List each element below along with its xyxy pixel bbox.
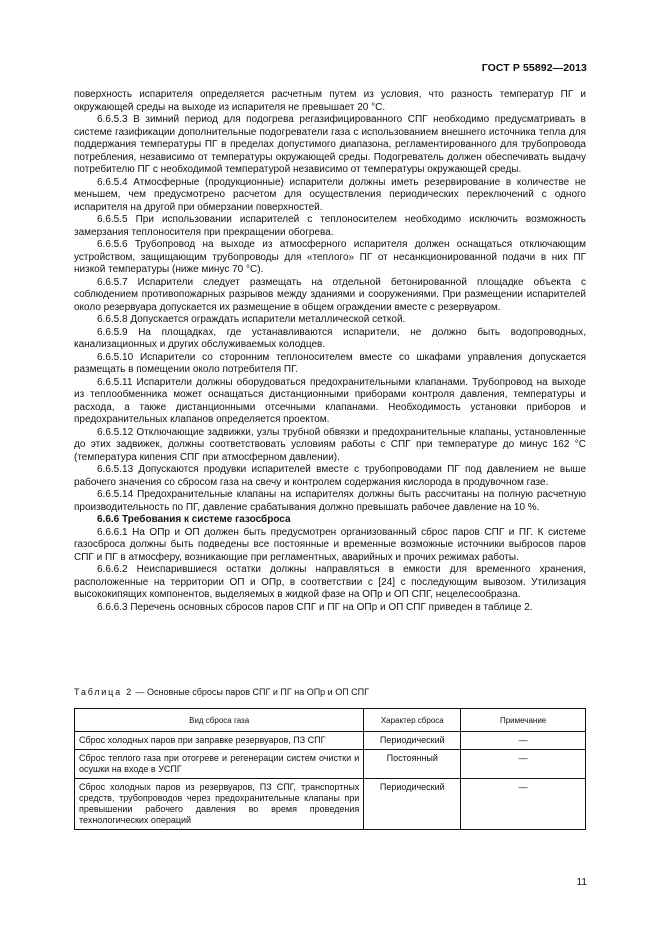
header-discharge-character: Характер сброса: [364, 709, 461, 732]
paragraph: 6.6.6.1 На ОПр и ОП должен быть предусмотрен организованный сброс паров СПГ и ПГ. К системе газосброса должны быть подведены все постоянные и временные возможные источники выбросов паров СПГ и ПГ в атмосферу, возникающие при регламентных, аварийных и прочих режимах работы.: [74, 526, 586, 563]
cell-discharge-character: Периодический: [364, 779, 461, 830]
table-caption-label: Таблица 2: [74, 687, 133, 697]
table-row: [75, 750, 586, 779]
cell-discharge-type: Сброс теплого газа при отогреве и регенерации систем очистки и осушки на входе в УСПГ: [75, 750, 364, 779]
paragraph: 6.6.5.11 Испарители должны оборудоваться предохранительными клапанами. Трубопровод на выходе из теплообменника может оснащаться дистанционными приборами контроля давления, температуры и расхода, а также дистанционными отсечными клапанами. Необходимость установки приборов и предохранительных клапанов определяется проектом.: [74, 376, 586, 425]
cell-discharge-character: Периодический: [364, 732, 461, 750]
body-text: [74, 89, 586, 614]
table-row: [75, 732, 586, 750]
paragraph: 6.6.5.4 Атмосферные (продукционные) испарители должны иметь резервирование в количестве не меньшем, чем предусмотрено расчетом для осуществления периодических переключений с одного испарителя на другой при обмерзании поверхностей.: [74, 176, 586, 213]
cell-note: —: [461, 750, 586, 779]
paragraph: 6.6.5.9 На площадках, где устанавливаются испарители, не должно быть водопроводных, канализационных и других обслуживаемых колодцев.: [74, 326, 586, 350]
paragraph: 6.6.5.3 В зимний период для подогрева регазифицированного СПГ необходимо предусматривать в системе газификации дополнительные подогреватели газа с использованием внешнего источника тепла для поддержания температуры ПГ в пределах допустимого диапазона, регламентированного для трубопровода потребления, независимо от температуры окружающей среды. Подогреватель должен обеспечивать выдачу потребителю ПГ с необходимой температурой независимо от температуры окружающей среды.: [74, 114, 586, 175]
table-header-row: [75, 709, 586, 732]
paragraph: 6.6.5.12 Отключающие задвижки, узлы трубной обвязки и предохранительные клапаны, установленные до этих задвижек, должны соответствовать условиям работы с СПГ при температуре до минус 162 °С (температура кипения СПГ при атмосферном давлении).: [74, 426, 586, 463]
cell-discharge-type: Сброс холодных паров из резервуаров, ПЗ СПГ, транспортных средств, трубопроводов через предохранительные клапаны при превышении рабочего давления во время проведения технологических операций: [75, 779, 364, 830]
table-caption: [74, 687, 369, 698]
paragraph: 6.6.5.6 Трубопровод на выходе из атмосферного испарителя должен оснащаться отключающим устройством, защищающим трубопроводы для «теплого» ПГ от несанкционированной подачи в них ПГ низкой температуры (ниже минус 70 °С).: [74, 239, 586, 275]
paragraph: 6.6.5.8 Допускается ограждать испарители металлической сеткой.: [97, 314, 406, 325]
document-code: ГОСТ Р 55892—2013: [481, 62, 587, 74]
table-caption-text: — Основные сбросы паров СПГ и ПГ на ОПр и ОП СПГ: [133, 687, 370, 697]
cell-note: —: [461, 779, 586, 830]
paragraph: 6.6.6.3 Перечень основных сбросов паров СПГ и ПГ на ОПр и ОП СПГ приведен в таблице 2.: [97, 601, 533, 613]
header-discharge-type: Вид сброса газа: [75, 709, 364, 732]
paragraph: 6.6.5.7 Испарители следует размещать на отдельной бетонированной площадке объекта с соблюдением противопожарных разрывов между зданиями и сооружениями. При размещении испарителей около резервуара допускается их размещение в общем ограждении вместе с резервуаром.: [74, 276, 586, 313]
cell-discharge-character: Постоянный: [364, 750, 461, 779]
section-heading: 6.6.6 Требования к системе газосброса: [97, 514, 291, 525]
paragraph: 6.6.5.10 Испарители со сторонним теплоносителем вместе со шкафами управления допускается размещать в помещении около потребителя ПГ.: [74, 351, 586, 375]
table-row: [75, 779, 586, 830]
paragraph: 6.6.6.2 Неиспарившиеся остатки должны направляться в емкости для временного хранения, расположенные на территории ОП и ОПр, в соответствии с [24] с последующим вывозом. Утилизация высококипящих компонентов, выделяемых в жидкой фазе на ОПр и ОП СПГ, нецелесообразна.: [74, 564, 586, 600]
paragraph: 6.6.5.13 Допускаются продувки испарителей вместе с трубопроводами ПГ под давлением не выше рабочего значения со сбросом газа на свечу и контролем содержания кислорода в продувочном газе.: [74, 464, 586, 488]
cell-note: —: [461, 732, 586, 750]
gas-discharge-table: [74, 708, 586, 830]
paragraph: поверхность испарителя определяется расчетным путем из условия, что разность температур ПГ и окружающей среды на выходе из испарителя не превышает 20 °С.: [74, 89, 586, 113]
page-number: 11: [576, 877, 587, 888]
paragraph: 6.6.5.14 Предохранительные клапаны на испарителях должны быть рассчитаны на полную расчетную производительность по ПГ, давление срабатывания должно превышать рабочее давление на 10 %.: [74, 489, 586, 513]
header-note: Примечание: [461, 709, 586, 732]
cell-discharge-type: Сброс холодных паров при заправке резервуаров, ПЗ СПГ: [75, 732, 364, 750]
paragraph: 6.6.5.5 При использовании испарителей с теплоносителем необходимо исключить возможность замерзания теплоносителя при прекращении обогрева.: [74, 214, 586, 238]
